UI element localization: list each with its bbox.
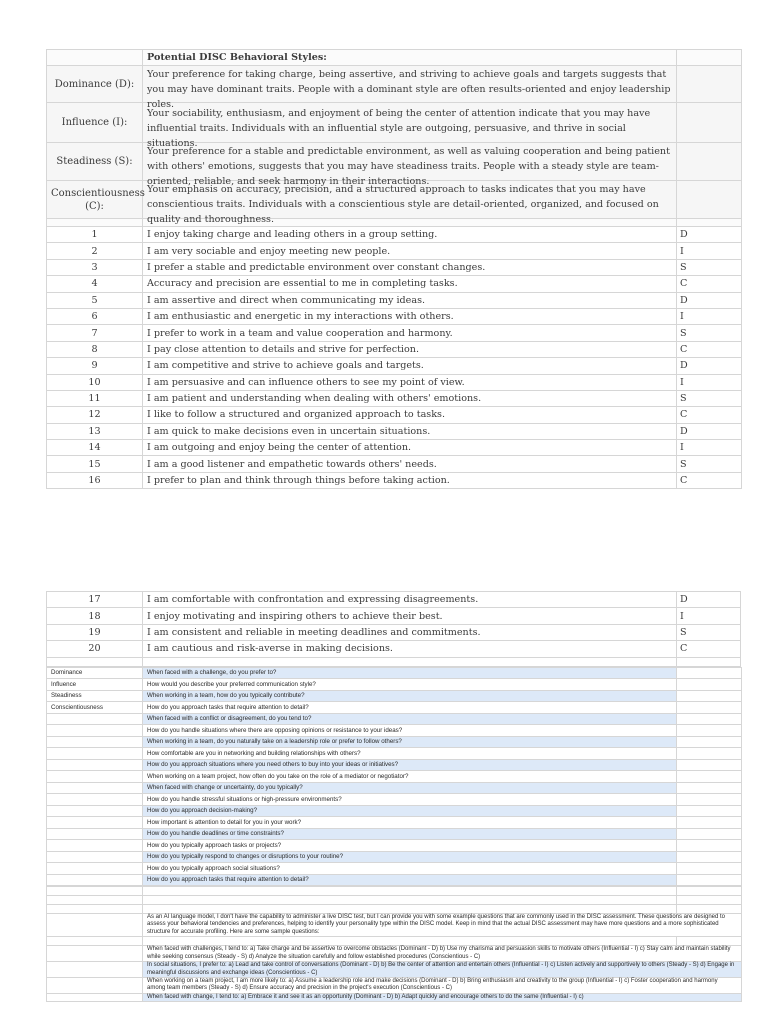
answer-row bbox=[47, 946, 742, 962]
style-text-cell[interactable] bbox=[143, 143, 677, 187]
question-text[interactable]: How do you typically respond to changes or disruptions to your routine? bbox=[143, 851, 677, 863]
cell[interactable] bbox=[47, 914, 143, 937]
statement-text[interactable]: I am patient and understanding when dealing with others' emotions. bbox=[143, 390, 677, 406]
statement-number[interactable]: 19 bbox=[47, 624, 143, 640]
sheet-page-2 bbox=[46, 591, 735, 1002]
statement-number[interactable]: 5 bbox=[47, 292, 143, 308]
sheet-page-1 bbox=[46, 49, 722, 489]
statement-row bbox=[47, 608, 741, 624]
cell[interactable] bbox=[677, 840, 742, 852]
cell[interactable] bbox=[677, 851, 742, 863]
statement-row bbox=[47, 624, 741, 640]
question-row bbox=[47, 805, 742, 817]
statement-code[interactable]: D bbox=[677, 592, 741, 608]
cell[interactable] bbox=[677, 657, 741, 666]
statement-row bbox=[47, 390, 742, 406]
cell[interactable] bbox=[677, 736, 742, 748]
question-row bbox=[47, 828, 742, 840]
cell[interactable] bbox=[677, 690, 742, 702]
statement-number[interactable]: 4 bbox=[47, 276, 143, 292]
disc-statements-table-2 bbox=[46, 591, 741, 667]
question-text[interactable]: How do you approach tasks that require attention to detail? bbox=[143, 702, 677, 714]
cell[interactable] bbox=[47, 887, 143, 896]
statement-text[interactable]: I prefer a stable and predictable environment over constant changes. bbox=[143, 259, 677, 275]
empty-row bbox=[47, 937, 742, 946]
style-label[interactable]: Steadiness (S): bbox=[47, 143, 143, 181]
style-text-cell[interactable] bbox=[143, 103, 677, 149]
question-text[interactable]: How do you typically approach tasks or projects? bbox=[143, 840, 677, 852]
statement-row bbox=[47, 308, 742, 324]
statement-row bbox=[47, 407, 742, 423]
style-label[interactable]: Dominance (D): bbox=[47, 66, 143, 103]
question-row bbox=[47, 713, 742, 725]
cell[interactable] bbox=[677, 143, 742, 181]
statement-text[interactable]: I am very sociable and enjoy meeting new people. bbox=[143, 243, 677, 259]
question-row bbox=[47, 679, 742, 691]
style-text: Your preference for a stable and predictable environment, as well as valuing cooperation and being patient with others' emotions, suggests that you may have steadiness traits. People with a steady style are team-oriented, reliable, and seek harmony in their interactions. bbox=[147, 146, 670, 187]
question-category[interactable] bbox=[47, 805, 143, 817]
statement-text[interactable]: I am assertive and direct when communicating my ideas. bbox=[143, 292, 677, 308]
statement-row bbox=[47, 358, 742, 374]
statement-row bbox=[47, 592, 741, 608]
styles-title[interactable]: Potential DISC Behavioral Styles: bbox=[143, 50, 677, 66]
style-row-conscientiousness bbox=[47, 181, 742, 219]
statement-text[interactable]: I am enthusiastic and energetic in my interactions with others. bbox=[143, 308, 677, 324]
question-text[interactable]: When working on a team project, how often do you take on the role of a mediator or negotiator? bbox=[143, 771, 677, 783]
cell[interactable] bbox=[677, 782, 742, 794]
statement-text[interactable]: I am comfortable with confrontation and expressing disagreements. bbox=[143, 592, 677, 608]
statement-text[interactable]: Accuracy and precision are essential to me in completing tasks. bbox=[143, 276, 677, 292]
question-text[interactable]: How would you describe your preferred communication style? bbox=[143, 679, 677, 691]
question-text[interactable]: How important is attention to detail for you in your work? bbox=[143, 817, 677, 829]
cell[interactable] bbox=[143, 896, 677, 905]
question-text[interactable]: How do you handle stressful situations or high-pressure environments? bbox=[143, 794, 677, 806]
statement-row bbox=[47, 440, 742, 456]
cell[interactable] bbox=[677, 937, 742, 946]
statement-row bbox=[47, 456, 742, 472]
statement-code[interactable]: C bbox=[677, 472, 742, 488]
cell[interactable] bbox=[677, 181, 742, 219]
statement-row bbox=[47, 341, 742, 357]
statement-code[interactable]: S bbox=[677, 390, 742, 406]
statement-number[interactable]: 10 bbox=[47, 374, 143, 390]
statement-number[interactable]: 1 bbox=[47, 227, 143, 243]
statement-code[interactable]: S bbox=[677, 624, 741, 640]
cell[interactable] bbox=[677, 874, 742, 886]
question-category[interactable] bbox=[47, 748, 143, 760]
question-row bbox=[47, 725, 742, 737]
question-category[interactable] bbox=[47, 736, 143, 748]
statement-number[interactable]: 18 bbox=[47, 608, 143, 624]
question-row bbox=[47, 748, 742, 760]
question-category[interactable] bbox=[47, 794, 143, 806]
question-row bbox=[47, 794, 742, 806]
statement-row bbox=[47, 227, 742, 243]
cell[interactable] bbox=[677, 905, 742, 914]
question-category[interactable]: Dominance bbox=[47, 667, 143, 679]
statement-row bbox=[47, 243, 742, 259]
statement-text[interactable]: I am quick to make decisions even in uncertain situations. bbox=[143, 423, 677, 439]
question-row bbox=[47, 782, 742, 794]
statement-number[interactable]: 11 bbox=[47, 390, 143, 406]
statement-code[interactable]: C bbox=[677, 276, 742, 292]
cell[interactable] bbox=[677, 805, 742, 817]
style-text: Your emphasis on accuracy, precision, and a structured approach to tasks indicates that you may have conscientious traits. Individuals with a conscientious style are detail-oriented, organized, and focused on quality and thoroughness. bbox=[147, 184, 659, 225]
statement-code[interactable]: C bbox=[677, 641, 741, 657]
question-text[interactable]: How do you approach situations where you need others to buy into your ideas or initiatives? bbox=[143, 759, 677, 771]
statement-row bbox=[47, 472, 742, 488]
statement-code[interactable]: S bbox=[677, 325, 742, 341]
style-row-steadiness bbox=[47, 143, 742, 181]
statement-code[interactable]: D bbox=[677, 423, 742, 439]
cell[interactable] bbox=[677, 219, 742, 227]
statement-text[interactable]: I am cautious and risk-averse in making decisions. bbox=[143, 641, 677, 657]
question-row bbox=[47, 736, 742, 748]
cell[interactable] bbox=[143, 937, 677, 946]
question-category[interactable] bbox=[47, 771, 143, 783]
statement-text[interactable]: I prefer to work in a team and value cooperation and harmony. bbox=[143, 325, 677, 341]
statement-text[interactable]: I like to follow a structured and organized approach to tasks. bbox=[143, 407, 677, 423]
empty-row bbox=[47, 896, 742, 905]
intro-row bbox=[47, 914, 742, 937]
question-category[interactable] bbox=[47, 817, 143, 829]
cell[interactable] bbox=[47, 977, 143, 993]
question-text[interactable]: How do you approach decision-making? bbox=[143, 805, 677, 817]
statement-number[interactable]: 2 bbox=[47, 243, 143, 259]
question-row bbox=[47, 840, 742, 852]
statement-row bbox=[47, 374, 742, 390]
question-category[interactable] bbox=[47, 759, 143, 771]
intro-paragraph[interactable]: As an AI language model, I don't have the capability to administer a live DISC test, but I can provide you with some example questions that are commonly used in the DISC assessment. These questions are designed to assess your behavioral tendencies and preferences, helping to identify your personality type within the DISC model. Keep in mind that the actual DISC assessment may have more questions and a more sophisticated structure for accurate profiling. Here are some sample questions: bbox=[143, 914, 742, 937]
style-text: Your preference for taking charge, being assertive, and striving to achieve goals and targets suggests that you may have dominant traits. People with a dominant style are often results-oriented and enjoy leadership roles. bbox=[147, 69, 671, 110]
statement-code[interactable]: D bbox=[677, 227, 742, 243]
question-category[interactable]: Influence bbox=[47, 679, 143, 691]
cell[interactable] bbox=[677, 771, 742, 783]
style-label[interactable]: Conscientiousness (C): bbox=[47, 181, 143, 219]
cell[interactable] bbox=[677, 713, 742, 725]
statement-code[interactable]: I bbox=[677, 308, 742, 324]
statement-text[interactable]: I enjoy taking charge and leading others in a group setting. bbox=[143, 227, 677, 243]
style-text: Your sociability, enthusiasm, and enjoyment of being the center of attention indicate that you may have influential traits. Individuals with an influential style are outgoing, persuasive, and thrive in social situations. bbox=[147, 108, 651, 149]
style-text-cell[interactable] bbox=[143, 66, 677, 110]
question-text[interactable]: How comfortable are you in networking and building relationships with others? bbox=[143, 748, 677, 760]
statement-code[interactable]: I bbox=[677, 608, 741, 624]
question-row bbox=[47, 851, 742, 863]
statement-text[interactable]: I pay close attention to details and strive for perfection. bbox=[143, 341, 677, 357]
answer-paragraph[interactable]: When faced with change, I tend to: a) Embrace it and see it as an opportunity (Dominant - D) b) Adapt quickly and encourage others to do the same (Influential - I) c) bbox=[143, 993, 742, 1001]
question-row bbox=[47, 771, 742, 783]
cell[interactable] bbox=[677, 863, 742, 875]
statement-code[interactable]: D bbox=[677, 358, 742, 374]
statement-code[interactable]: D bbox=[677, 292, 742, 308]
cell[interactable] bbox=[677, 896, 742, 905]
question-row bbox=[47, 817, 742, 829]
statement-row bbox=[47, 276, 742, 292]
statement-text[interactable]: I am persuasive and can influence others to see my point of view. bbox=[143, 374, 677, 390]
statement-number[interactable]: 3 bbox=[47, 259, 143, 275]
statement-number[interactable]: 13 bbox=[47, 423, 143, 439]
statement-code[interactable]: I bbox=[677, 440, 742, 456]
statement-number[interactable]: 9 bbox=[47, 358, 143, 374]
question-text[interactable]: When faced with a challenge, do you prefer to? bbox=[143, 667, 677, 679]
statement-row bbox=[47, 259, 742, 275]
style-text-cell[interactable] bbox=[143, 181, 677, 225]
answer-paragraph[interactable]: When working on a team project, I am more likely to: a) Assume a leadership role and make decisions (Dominant - D) b) Bring enthusiasm and creativity to the group (Influential - I) c) Foster cooperation and harmony among team members (Steady - S) d) Ensure accuracy and precision in the project's execution (Conscientious - C) bbox=[143, 977, 742, 993]
question-row bbox=[47, 667, 742, 679]
statement-number[interactable]: 12 bbox=[47, 407, 143, 423]
cell[interactable] bbox=[47, 962, 143, 978]
statement-number[interactable]: 16 bbox=[47, 472, 143, 488]
disc-styles-table bbox=[46, 49, 742, 489]
cell[interactable] bbox=[47, 50, 143, 66]
cell[interactable] bbox=[47, 657, 143, 666]
statement-text[interactable]: I enjoy motivating and inspiring others to achieve their best. bbox=[143, 608, 677, 624]
statement-number[interactable]: 7 bbox=[47, 325, 143, 341]
statement-text[interactable]: I am consistent and reliable in meeting deadlines and commitments. bbox=[143, 624, 677, 640]
cell[interactable] bbox=[677, 66, 742, 103]
question-text[interactable]: When faced with change or uncertainty, do you typically? bbox=[143, 782, 677, 794]
statement-text[interactable]: I prefer to plan and think through things before taking action. bbox=[143, 472, 677, 488]
question-category[interactable] bbox=[47, 828, 143, 840]
statement-number[interactable]: 17 bbox=[47, 592, 143, 608]
question-category[interactable]: Steadiness bbox=[47, 690, 143, 702]
question-category[interactable] bbox=[47, 874, 143, 886]
answer-paragraph[interactable]: In social situations, I prefer to: a) Lead and take control of conversations (Dominant - D) b) Be the center of attention and entertain others (Influential - I) c) Listen actively and supportively to others (Steady - S) d) Engage in meaningful discussions and exchange ideas (Conscientious - C) bbox=[143, 962, 742, 978]
question-text[interactable]: When working in a team, do you naturally take on a leadership role or prefer to follow others? bbox=[143, 736, 677, 748]
styles-header-row bbox=[47, 50, 742, 66]
cell[interactable] bbox=[143, 887, 677, 896]
question-row bbox=[47, 702, 742, 714]
cell[interactable] bbox=[677, 794, 742, 806]
question-row bbox=[47, 874, 742, 886]
cell[interactable] bbox=[677, 702, 742, 714]
cell[interactable] bbox=[47, 937, 143, 946]
question-category[interactable] bbox=[47, 782, 143, 794]
question-category[interactable] bbox=[47, 863, 143, 875]
question-row bbox=[47, 759, 742, 771]
statement-row bbox=[47, 423, 742, 439]
question-row bbox=[47, 690, 742, 702]
statement-row bbox=[47, 292, 742, 308]
statement-code[interactable]: C bbox=[677, 341, 742, 357]
statement-code[interactable]: I bbox=[677, 243, 742, 259]
empty-row bbox=[47, 887, 742, 896]
cell[interactable] bbox=[677, 748, 742, 760]
statement-number[interactable]: 15 bbox=[47, 456, 143, 472]
statement-code[interactable]: C bbox=[677, 407, 742, 423]
question-category[interactable] bbox=[47, 840, 143, 852]
style-label[interactable]: Influence (I): bbox=[47, 103, 143, 143]
statement-row bbox=[47, 325, 742, 341]
question-category[interactable] bbox=[47, 725, 143, 737]
empty-row bbox=[47, 905, 742, 914]
style-row-influence bbox=[47, 103, 742, 143]
question-text[interactable]: How do you approach tasks that require attention to detail? bbox=[143, 874, 677, 886]
style-row-dominance bbox=[47, 66, 742, 103]
statement-code[interactable]: S bbox=[677, 456, 742, 472]
cell[interactable] bbox=[677, 759, 742, 771]
cell[interactable] bbox=[47, 946, 143, 962]
cell[interactable] bbox=[47, 896, 143, 905]
statement-code[interactable]: S bbox=[677, 259, 742, 275]
cell[interactable] bbox=[143, 657, 677, 666]
answer-row bbox=[47, 962, 742, 978]
answer-paragraph[interactable]: When faced with challenges, I tend to: a) Take charge and be assertive to overcome obstacles (Dominant - D) b) Use my charisma and persuasion skills to motivate others (Influential - I) c) Stay calm and maintain stability while seeking consensus (Steady - S) d) Analyze the situation carefully and follow established procedures (Conscientious - C) bbox=[143, 946, 742, 962]
cell[interactable] bbox=[677, 667, 742, 679]
empty-row bbox=[47, 657, 741, 666]
cell[interactable] bbox=[677, 828, 742, 840]
cell[interactable] bbox=[677, 887, 742, 896]
statement-text[interactable]: I am competitive and strive to achieve goals and targets. bbox=[143, 358, 677, 374]
answer-row bbox=[47, 993, 742, 1001]
question-text[interactable]: When working in a team, how do you typically contribute? bbox=[143, 690, 677, 702]
question-category[interactable] bbox=[47, 851, 143, 863]
statement-number[interactable]: 6 bbox=[47, 308, 143, 324]
answer-row bbox=[47, 977, 742, 993]
statement-row bbox=[47, 641, 741, 657]
cell[interactable] bbox=[47, 905, 143, 914]
cell[interactable] bbox=[677, 725, 742, 737]
question-text[interactable]: How do you typically approach social situations? bbox=[143, 863, 677, 875]
statement-code[interactable]: I bbox=[677, 374, 742, 390]
disc-questions-table bbox=[46, 667, 742, 887]
cell[interactable] bbox=[677, 50, 742, 66]
statement-text[interactable]: I am outgoing and enjoy being the center of attention. bbox=[143, 440, 677, 456]
cell[interactable] bbox=[47, 993, 143, 1001]
cell[interactable] bbox=[677, 817, 742, 829]
question-row bbox=[47, 863, 742, 875]
disc-answers-table bbox=[46, 886, 742, 1002]
cell[interactable] bbox=[47, 219, 143, 227]
question-text[interactable]: How do you handle deadlines or time constraints? bbox=[143, 828, 677, 840]
question-category[interactable]: Conscientiousness bbox=[47, 702, 143, 714]
statement-number[interactable]: 8 bbox=[47, 341, 143, 357]
statement-number[interactable]: 14 bbox=[47, 440, 143, 456]
question-category[interactable] bbox=[47, 713, 143, 725]
statement-number[interactable]: 20 bbox=[47, 641, 143, 657]
question-text[interactable]: When faced with a conflict or disagreement, do you tend to? bbox=[143, 713, 677, 725]
question-text[interactable]: How do you handle situations where there are opposing opinions or resistance to your ideas? bbox=[143, 725, 677, 737]
cell[interactable] bbox=[143, 905, 677, 914]
statement-text[interactable]: I am a good listener and empathetic towards others' needs. bbox=[143, 456, 677, 472]
cell[interactable] bbox=[677, 679, 742, 691]
cell[interactable] bbox=[677, 103, 742, 143]
